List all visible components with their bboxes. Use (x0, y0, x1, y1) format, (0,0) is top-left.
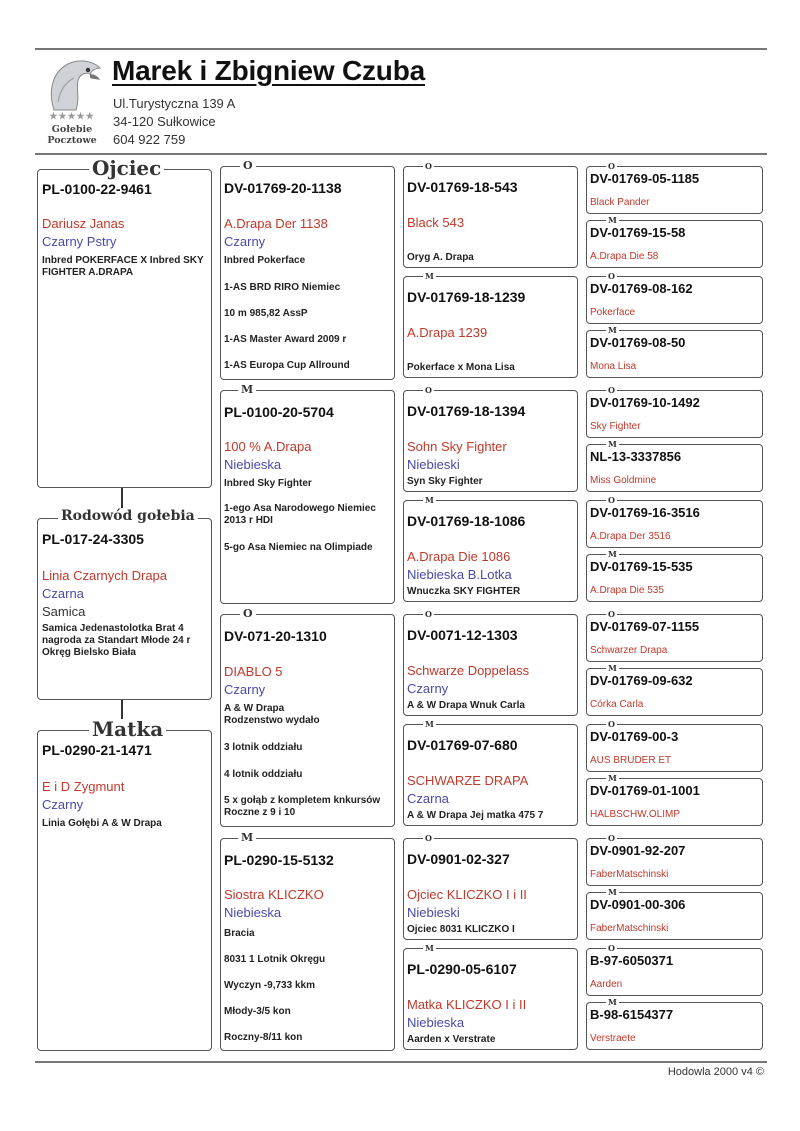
card-g4-6[interactable] (586, 500, 763, 548)
label-o: O (608, 271, 615, 281)
pigeon-notes: Ojciec 8031 KLICZKO I (407, 924, 515, 935)
pigeon-name: DIABLO 5 (224, 664, 283, 679)
pigeon-notes: Linia Gołębi A & W Drapa (42, 818, 162, 829)
pigeon-color: Niebieska B.Lotka (407, 567, 512, 582)
pigeon-note: 8031 1 Lotnik Okręgu (224, 954, 326, 965)
card-g4-2[interactable] (586, 276, 763, 324)
pigeon-id: DV-01769-18-543 (407, 179, 518, 195)
label-o: O (425, 385, 432, 395)
pigeon-id: DV-01769-10-1492 (590, 395, 700, 410)
pigeon-name: AUS BRUDER ET (590, 755, 672, 766)
pigeon-id: DV-01769-08-50 (590, 335, 686, 350)
label-m: M (608, 325, 617, 335)
pigeon-logo-icon (36, 52, 108, 114)
pigeon-name: E i D Zygmunt (42, 779, 125, 794)
card-fm[interactable] (220, 390, 395, 604)
pigeon-color: Niebieski (407, 905, 460, 920)
label-o: O (425, 609, 432, 619)
card-g4-0[interactable] (586, 166, 763, 214)
breeder-name: Marek i Zbigniew Czuba (112, 55, 425, 86)
card-g3-3[interactable] (403, 500, 578, 602)
label-m: M (238, 832, 256, 843)
pigeon-color: Czarna (407, 791, 449, 806)
pigeon-id: DV-01769-07-1155 (590, 619, 700, 634)
pigeon-name: Aarden (590, 979, 623, 990)
pigeon-name: FaberMatschinski (590, 869, 669, 880)
pigeon-note: A & W Drapa Rodzenstwo wydało (224, 703, 320, 726)
pigeon-note: 1-ego Asa Narodowego Niemiec 2013 r HDI (224, 503, 376, 526)
header-rule (35, 153, 767, 155)
label-o: O (608, 833, 615, 843)
pigeon-id: DV-0901-02-327 (407, 851, 510, 867)
pigeon-id: DV-01769-15-535 (590, 559, 693, 574)
pigeon-notes: Samica Jedenastolotka Brat 4 nagroda za Standart Młode 24 r Okręg Bielsko Biała (42, 623, 191, 658)
pigeon-note: Młody-3/5 kon (224, 1006, 291, 1017)
pigeon-color: Niebieski (407, 457, 460, 472)
pigeon-color: Czarny (224, 234, 266, 249)
pigeon-name: Pokerface (590, 307, 636, 318)
pigeon-id: B-97-6050371 (590, 953, 674, 968)
card-g4-13[interactable] (586, 892, 763, 940)
label-o: O (608, 161, 615, 171)
logo-line-1: Gołebie (51, 124, 93, 135)
pigeon-id: DV-01769-20-1138 (224, 180, 342, 196)
pigeon-id: DV-01769-08-162 (590, 281, 693, 296)
label-m: M (608, 549, 617, 559)
card-subject[interactable] (37, 518, 212, 700)
label-o: O (425, 161, 432, 171)
logo-stars: ★★★★★ (49, 112, 95, 122)
label-m: M (608, 773, 617, 783)
card-g4-10[interactable] (586, 724, 763, 772)
card-mf[interactable] (220, 614, 395, 827)
label-ojciec: Ojciec (89, 158, 164, 178)
pigeon-id: PL-0290-05-6107 (407, 961, 517, 977)
card-g3-1[interactable] (403, 276, 578, 378)
pigeon-name: A.Drapa 1239 (407, 325, 488, 340)
pigeon-name: Siostra KLICZKO (224, 887, 324, 902)
label-o: O (608, 609, 615, 619)
label-o: O (608, 385, 615, 395)
pigeon-name: A.Drapa Die 58 (590, 251, 659, 262)
card-g4-9[interactable] (586, 668, 763, 716)
pigeon-name: Córka Carla (590, 699, 644, 710)
pigeon-note: 3 lotnik oddziału (224, 742, 303, 753)
pigeon-note: 4 lotnik oddziału (224, 769, 303, 780)
pigeon-id: B-98-6154377 (590, 1007, 674, 1022)
card-g3-6[interactable] (403, 838, 578, 940)
pigeon-notes: Pokerface x Mona Lisa (407, 362, 515, 373)
pigeon-note: Inbred Pokerface (224, 255, 306, 266)
label-m: M (608, 997, 617, 1007)
pigeon-id: PL-0100-20-5704 (224, 404, 334, 420)
address-phone: 604 922 759 (113, 132, 186, 147)
pigeon-notes: Syn Sky Fighter (407, 476, 483, 487)
card-g4-14[interactable] (586, 948, 763, 996)
card-g3-4[interactable] (403, 614, 578, 716)
pigeon-note: 1-AS BRD RIRO Niemiec (224, 282, 341, 293)
label-o: O (608, 495, 615, 505)
pigeon-note: Bracia (224, 928, 255, 939)
pigeon-color: Czarny (224, 682, 266, 697)
pigeon-id: PL-0290-15-5132 (224, 852, 334, 868)
card-g3-5[interactable] (403, 724, 578, 826)
pigeon-note: 10 m 985,82 AssP (224, 308, 308, 319)
pigeon-note: Roczny-8/11 kon (224, 1032, 303, 1043)
card-g3-2[interactable] (403, 390, 578, 492)
pigeon-name: Ojciec KLICZKO I i II (407, 887, 527, 902)
label-o: O (608, 719, 615, 729)
card-g4-8[interactable] (586, 614, 763, 662)
label-o: O (240, 160, 256, 171)
pigeon-name: HALBSCHW.OLIMP (590, 809, 681, 820)
pigeon-name: Mona Lisa (590, 361, 637, 372)
label-m: M (238, 384, 256, 395)
label-m: M (608, 887, 617, 897)
logo-line-2: Pocztowe (47, 135, 97, 146)
pigeon-color: Niebieska (224, 905, 282, 920)
footer-version: Hodowla 2000 v4 © (667, 1066, 764, 1078)
address-city: 34-120 Sułkowice (113, 114, 216, 129)
pigeon-note: 5 x gołąb z kompletem knkursów Roczne z 9 i 10 (224, 795, 381, 818)
pigeon-name: Black 543 (407, 215, 465, 230)
pigeon-id: DV-01769-16-3516 (590, 505, 700, 520)
pigeon-name: A.Drapa Die 535 (590, 585, 664, 596)
pigeon-id: DV-01769-15-58 (590, 225, 686, 240)
pigeon-notes: Wnuczka SKY FIGHTER (407, 586, 521, 597)
pigeon-sex: Samica (42, 604, 86, 619)
label-m: M (608, 215, 617, 225)
card-g4-12[interactable] (586, 838, 763, 886)
pigeon-color: Czarny (42, 797, 84, 812)
pigeon-id: DV-01769-00-3 (590, 729, 679, 744)
pigeon-color: Czarny (407, 681, 449, 696)
pigeon-id: DV-01769-09-632 (590, 673, 693, 688)
card-father[interactable] (37, 169, 212, 488)
pigeon-id: PL-017-24-3305 (42, 531, 144, 547)
card-g3-0[interactable] (403, 166, 578, 268)
pigeon-note: 1-AS Europa Cup Allround (224, 360, 350, 371)
label-m: M (608, 439, 617, 449)
pigeon-name: Black Pander (590, 197, 650, 208)
pigeon-id: NL-13-3337856 (590, 449, 682, 464)
label-o: O (425, 833, 432, 843)
label-matka: Matka (89, 719, 166, 739)
pigeon-name: Verstraete (590, 1033, 636, 1044)
pigeon-id: DV-01769-07-680 (407, 737, 518, 753)
label-o: O (240, 608, 256, 619)
pigeon-name: Dariusz Janas (42, 216, 125, 231)
card-g4-4[interactable] (586, 390, 763, 438)
pigeon-color: Czarna (42, 586, 84, 601)
pigeon-notes: Inbred POKERFACE X Inbred SKY FIGHTER A.DRAPA (42, 255, 204, 278)
pigeon-name: Sky Fighter (590, 421, 641, 432)
label-m: M (608, 663, 617, 673)
pigeon-id: DV-0901-92-207 (590, 843, 686, 858)
pigeon-id: PL-0290-21-1471 (42, 742, 152, 758)
pigeon-id: DV-01769-01-1001 (590, 783, 700, 798)
pigeon-name: Schwarzer Drapa (590, 645, 668, 656)
label-m: M (425, 271, 434, 281)
card-g4-11[interactable] (586, 778, 763, 826)
card-mm[interactable] (220, 838, 395, 1051)
label-rodowod: Rodowód gołebia (58, 509, 198, 523)
pigeon-name: A.Drapa Der 3516 (590, 531, 671, 542)
pigeon-id: DV-01769-18-1086 (407, 513, 526, 529)
label-m: M (425, 719, 434, 729)
pigeon-notes: A & W Drapa Wnuk Carla (407, 700, 525, 711)
pigeon-notes: Oryg A. Drapa (407, 252, 474, 263)
card-g4-7[interactable] (586, 554, 763, 602)
card-ff[interactable] (220, 166, 395, 380)
pigeon-notes: Aarden x Verstrate (407, 1034, 496, 1045)
card-g4-1[interactable] (586, 220, 763, 268)
card-g3-7[interactable] (403, 948, 578, 1050)
pigeon-id: DV-01769-05-1185 (590, 171, 700, 186)
pigeon-name: A.Drapa Der 1138 (224, 216, 328, 231)
pigeon-color: Niebieska (407, 1015, 465, 1030)
pigeon-color: Czarny Pstry (42, 234, 117, 249)
pigeon-name: SCHWARZE DRAPA (407, 773, 529, 788)
card-g4-3[interactable] (586, 330, 763, 378)
pigeon-name: Matka KLICZKO I i II (407, 997, 527, 1012)
pigeon-name: Miss Goldmine (590, 475, 657, 486)
pigeon-name: A.Drapa Die 1086 (407, 549, 511, 564)
pigeon-id: PL-0100-22-9461 (42, 181, 152, 197)
address-street: Ul.Turystyczna 139 A (113, 96, 236, 111)
pigeon-color: Niebieska (224, 457, 282, 472)
label-m: M (425, 943, 434, 953)
pigeon-name: Sohn Sky Fighter (407, 439, 507, 454)
label-m: M (425, 495, 434, 505)
logo (36, 52, 108, 148)
pigeon-notes: A & W Drapa Jej matka 475 7 (407, 810, 544, 821)
bottom-rule (35, 1061, 767, 1063)
pigeon-name: 100 % A.Drapa (224, 439, 312, 454)
pigeon-note: 5-go Asa Niemiec na Olimpiade (224, 542, 373, 553)
pigeon-note: 1-AS Master Award 2009 r (224, 334, 347, 345)
connector-father (121, 488, 123, 508)
pigeon-id: DV-01769-18-1394 (407, 403, 526, 419)
pigeon-note: Inbred Sky Fighter (224, 478, 312, 489)
pigeon-id: DV-071-20-1310 (224, 628, 327, 644)
card-g4-15[interactable] (586, 1002, 763, 1050)
pigeon-id: DV-01769-18-1239 (407, 289, 526, 305)
pigeon-name: Schwarze Doppelass (407, 663, 530, 678)
pigeon-name: FaberMatschinski (590, 923, 669, 934)
pigeon-id: DV-0071-12-1303 (407, 627, 518, 643)
card-mother[interactable] (37, 730, 212, 1051)
card-g4-5[interactable] (586, 444, 763, 492)
pigeon-note: Wyczyn -9,733 kkm (224, 980, 315, 991)
label-o: O (608, 943, 615, 953)
pigeon-id: DV-0901-00-306 (590, 897, 686, 912)
top-rule (35, 48, 767, 50)
pigeon-name: Linia Czarnych Drapa (42, 568, 168, 583)
